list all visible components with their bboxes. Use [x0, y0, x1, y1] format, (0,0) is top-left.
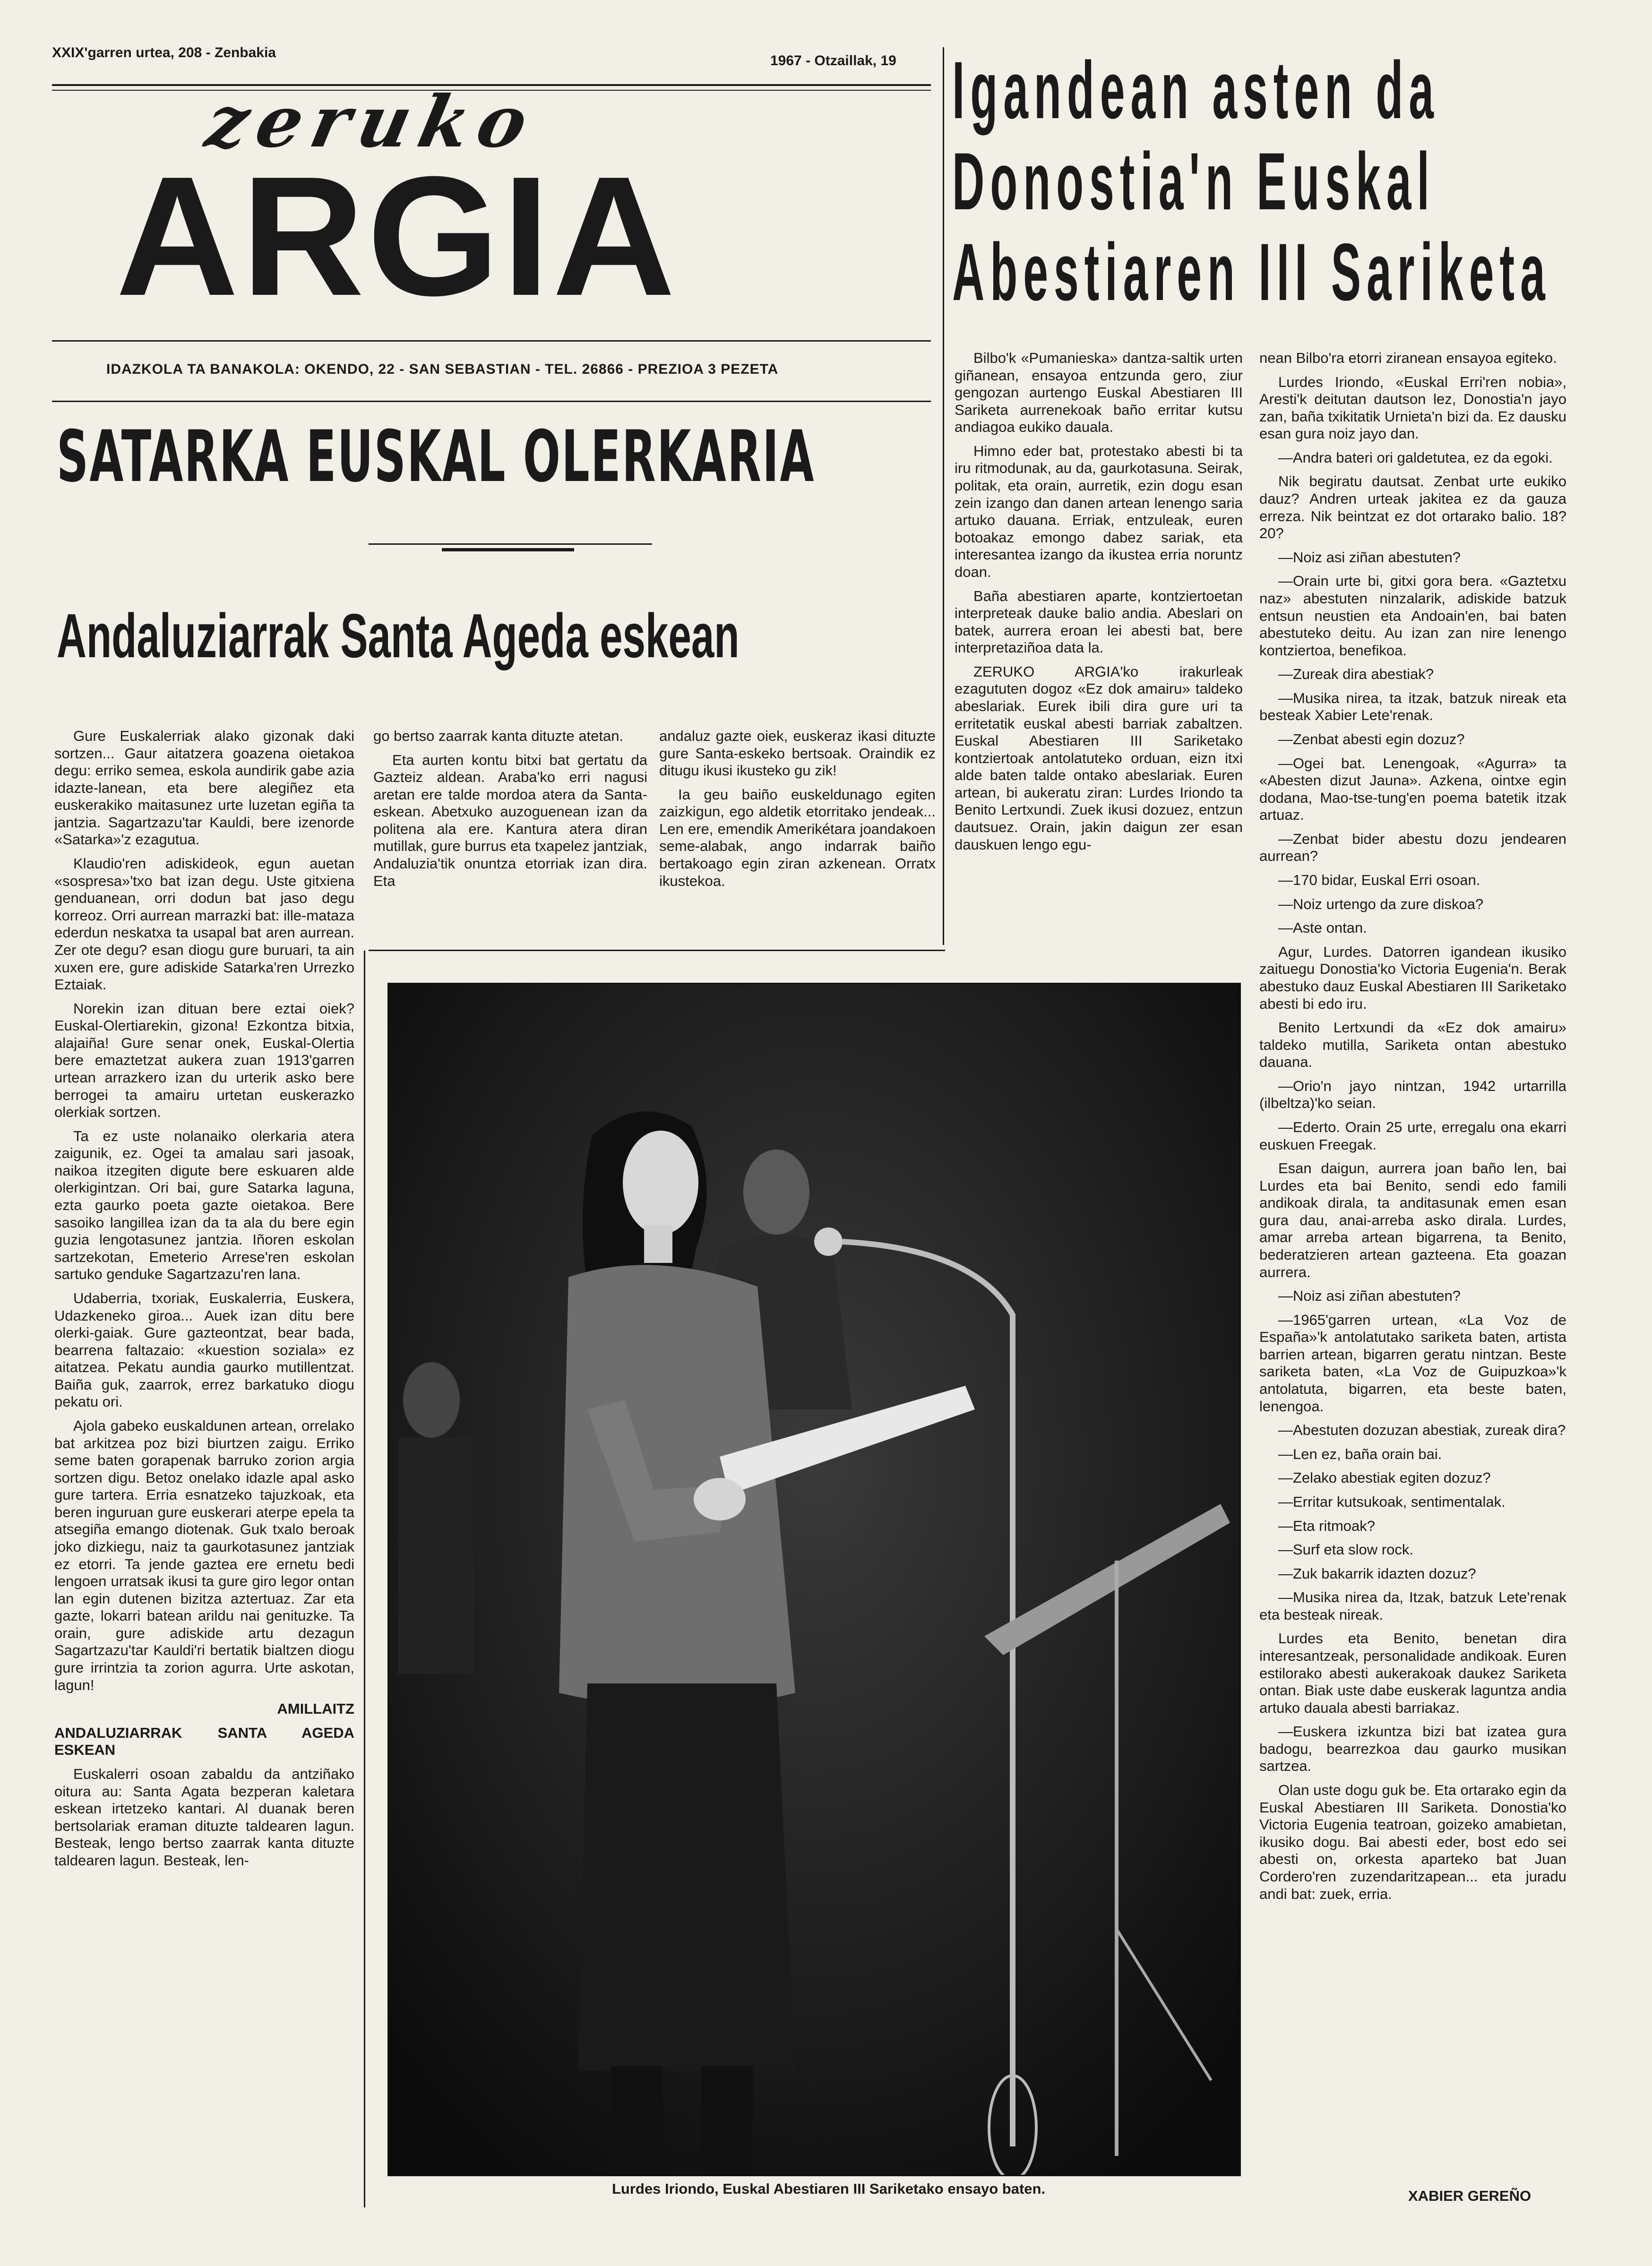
- section-divider-horizontal: [369, 950, 945, 951]
- left-article-col1: [54, 728, 354, 2218]
- paragraph: —Orio'n jayo nintzan, 1942 urtarrilla (ilbeltza)'ko seian.: [1259, 1077, 1566, 1112]
- paragraph: —Musika nirea, ta itzak, batzuk nireak eta besteak Xabier Lete'renak.: [1259, 689, 1566, 724]
- paragraph: Esan daigun, aurrera joan baño len, bai Lurdes eta bai Benito, sendi edo famili andikoak dirala, ta anditasunak emen esan gura dau, anai-arreba asko dirala. Lurdes, amar arreba artean bigarrena, ta Benito, bederatzieren artean gazteena. Eta goazan aurrera.: [1259, 1160, 1566, 1280]
- singer-photo-illustration: [389, 984, 1239, 2175]
- right-article-colB: [1259, 350, 1566, 2188]
- left-article-col2: [373, 728, 647, 936]
- paragraph: —Noiz asi ziñan abestuten?: [1278, 549, 1461, 566]
- paragraph: Euskalerri osoan zabaldu da antziñako oitura au: Santa Agata bezperan kaletara eskean irtetzeko kantari. Al duanak beren bertsolariak eraman dituzte taldearen lagun. Besteak, lengo bertso zaarrak kanta dituzte taldearen lagun. Besteak, len-: [54, 1765, 354, 1869]
- paragraph: —Zenbat bider abestu dozu jendearen aurrean?: [1259, 830, 1566, 865]
- paragraph: —Euskera izkuntza bizi bat izatea gura badogu, bearrezkoa dau gaurko musikan sartzea.: [1259, 1723, 1566, 1775]
- left-article-title: SATARKA EUSKAL OLERKARIA: [57, 416, 815, 498]
- masthead-title: ARGIA: [116, 141, 678, 331]
- left-article-subtitle: Andaluziarrak Santa Ageda eskean: [57, 601, 740, 670]
- paragraph: Norekin izan dituan bere eztai oiek? Euskal-Olertiarekin, gizona! Ezkontza bitxia, alajaiña! Gure senar onek, Euskal-Olertia bere emaztetzat aukera zuan 1913'garren urtean arrazkero izan du urterik asko bere berrogei ta amairu urtetan euskerazko olerkiak sortzen.: [54, 1000, 354, 1121]
- issue-info-right: 1967 - Otzaillak, 19: [770, 53, 896, 69]
- column-divider-photo: [364, 951, 365, 2207]
- paragraph: Ajola gabeko euskaldunen artean, orrelako bat arkitzea poz bizi biurtzen zaigu. Erriko seme baten gorapenak barruko zorion argia sortzen digu. Betoz onelako idazle apal asko gure tartera. Erria esnatzeko tajuzkoak, eta beren inguruan gure euskerari aterpe epela ta atsegiña emango diotenak. Guk txalo beroak joko dizkiegu, naiz ta gaurkotasunez jantziak ez etorri. Ta jende gaztea ere ernetu bedi lengoen urratsak ikusi ta gure giro legor ontan lan egin dutenen bizitza aztertuaz. Zar eta gazte, lokarri batean arildu nai genituzke. Ta orain, gure adiskide artu dezagun Sagartzazu'tar Kauldi'ri bertatik bialtzen diogu gure irrintzia ta zorion agurra. Urte askotan, lagun!: [54, 1417, 354, 1693]
- paragraph: Klaudio'ren adiskideok, egun auetan «sospresa»'txo bat izan degu. Uste gitxiena genduanean, orri dodun bat jaso degu korreoz. Orri aurrean marrazki bat: ille-mataza ederdun neskatxa ta usapal bat aren aurrean. Zer ote degu? esan diogu gure buruari, ta ain xuxen ere, gure adiskide Satarka'ren Urrezko Eztaiak.: [54, 855, 354, 993]
- paragraph: go bertso zaarrak kanta dituzte atetan.: [373, 728, 624, 744]
- right-title-line-2: Donostia'n Euskal: [952, 136, 1435, 227]
- masthead-rule-bottom: [52, 401, 931, 402]
- right-article-signature: XABIER GEREÑO: [1408, 2188, 1532, 2204]
- paragraph: —Surf eta slow rock.: [1278, 1541, 1413, 1558]
- paragraph: —Noiz urtengo da zure diskoa?: [1278, 895, 1484, 912]
- paragraph: Olan uste dogu guk be. Eta ortarako egin da Euskal Abestiaren III Sariketa. Donostia'ko Victoria Eugenia teatroan, goizeko amabietan, ikusiko dogu. Bai abesti eder, bost edo sei abesti on, orkesta aparteko bat Juan Cordero'ren zuzendaritzapean... eta juradu andi bat: zuek, erria.: [1259, 1782, 1566, 1902]
- paragraph: —Zenbat abesti egin dozuz?: [1278, 730, 1465, 747]
- author-signature: AMILLAITZ: [277, 1700, 354, 1717]
- paragraph: —Zuk bakarrik idazten dozuz?: [1278, 1565, 1476, 1582]
- paragraph: Agur, Lurdes. Datorren igandean ikusiko zaituegu Donostia'ko Victoria Eugenia'n. Berak abestuko dauz Euskal Abestiaren III Sariketako abesti bi edo iru.: [1259, 943, 1566, 1012]
- paragraph: —Eta ritmoak?: [1278, 1517, 1376, 1534]
- masthead-rule-top: [52, 340, 931, 342]
- right-title-line-3: Abestiaren III Sariketa: [952, 227, 1551, 318]
- issue-info-left: XXIX'garren urtea, 208 - Zenbakia: [52, 45, 276, 60]
- paragraph: —Andra bateri ori galdetutea, ez da egoki.: [1278, 449, 1553, 466]
- paragraph: Lurdes eta Benito, benetan dira interesantzeak, personalidade andikoak. Euren estilorako abesti aukerakoak daukez Sariketa ontan. Biak uste dabe euskerak laguntza andia artuko dauala abesti barriakaz.: [1259, 1630, 1566, 1716]
- paragraph: —Erritar kutsukoak, sentimentalak.: [1278, 1493, 1506, 1510]
- title-divider-thin: [369, 543, 652, 545]
- paragraph: —170 bidar, Euskal Erri osoan.: [1278, 872, 1480, 889]
- right-article-colA: [955, 350, 1243, 940]
- paragraph: Lurdes Iriondo, «Euskal Erri'ren nobia», Aresti'k deitutan dautson lez, Donostia'n jayo zan, baña txikitatik Urnieta'n bizi da. Ez dausku esan gura noiz jayo dan.: [1259, 373, 1566, 442]
- paragraph: Udaberria, txoriak, Euskalerria, Euskera, Udazkeneko giroa... Auek izan ditu bere olerki-gaiak. Gure gazteontzat, bear bada, bearrena faltazaio: «kuestion soziala» ez aitatzea. Pekatu aundia gaurko mutillentzat. Baiña guk, zaarrok, errez barkatuko diogu pekatu ori.: [54, 1289, 354, 1410]
- title-divider-thick: [442, 548, 574, 551]
- photo-singer: [387, 983, 1241, 2176]
- photo-caption: Lurdes Iriondo, Euskal Abestiaren III Sariketako ensayo baten.: [612, 2180, 1046, 2197]
- paragraph: Gure Euskalerriak alako gizonak daki sortzen... Gaur aitatzera goazena oietakoa degu: erriko semea, eskola aundirik gabe azia idazte-lanean, eta bere alegiñez eta euskerakiko maitasunez urte luzetan egiña ta jantzia. Sagartzazu'tar Kauldi, bere izenorde «Satarka»'z ezagutua.: [54, 728, 354, 848]
- paragraph: —Aste ontan.: [1278, 919, 1367, 936]
- left-article-col3: [659, 728, 936, 936]
- paragraph: nean Bilbo'ra etorri ziranean ensayoa egiteko.: [1259, 350, 1557, 366]
- paragraph: —Orain urte bi, gitxi gora bera. «Gaztetxu naz» abestuten ninzalarik, adiskide batzuk entsun neustien eta Andoain'en, bai baten abestuteko deitu. Au izan zan nire lenengo kontziertoa, benefikoa.: [1259, 573, 1566, 659]
- paragraph: Ia geu baiño euskeldunago egiten zaizkigun, ego aldetik etorritako jendeak... Len ere, emendik Amerikétara joandakoen seme-alabak, ango indarrak baiño bertakoago egin ziran azkenean. Orratx ikustekoa.: [659, 786, 936, 889]
- paragraph: ZERUKO ARGIA'ko irakurleak ezagututen dogoz «Ez dok amairu» taldeko abeslariak. Eurek ibili dira gure uri ta erritetatik euskal abesti barriak zabaltzen. Euskal Abestiaren III Sariketako kontziertoak antolatuteko orduan, eizn itxi alde baten talde ontako abeslariak. Euren artean, bi aukeratu ziran: Lurdes Iriondo ta Benito Lertxundi. Zuek ikusi dozuez, entzun dautsuez. Orain, jakin daigun zer esan dauskuen lengo egu-: [955, 663, 1243, 853]
- paragraph: —Musika nirea da, Itzak, batzuk Lete'renak eta besteak nireak.: [1259, 1589, 1566, 1623]
- masthead-script: zeruko: [199, 80, 544, 163]
- paragraph: Baña abestiaren aparte, kontziertoetan interpreteak dauke balio andia. Abeslari on batek, aurrera eroan lei abesti bat, bere interpretaziñoa data la.: [955, 587, 1243, 656]
- paragraph: Benito Lertxundi da «Ez dok amairu» taldeko mutilla, Sariketa ontan abestuko dauana.: [1259, 1019, 1566, 1071]
- paragraph: Ta ez uste nolanaiko olerkaria atera zaigunik, ez. Ogei ta amalau sari jasoak, naikoa itzegiten digute bere eskuaren alde olerkigintzan. Ori bai, gure Satarka laguna, ezta gaurko poeta gazte oietakoa. Bere sasoiko langillea izan da ta ala du bere egin guzia lengotasunez jantzia. Iñoren eskolan sartzekotan, Emeterio Arrese'ren eskolan sartuko genduke Sagartzazu'ren lana.: [54, 1127, 354, 1283]
- paragraph: —Noiz asi ziñan abestuten?: [1278, 1288, 1461, 1305]
- paragraph: Nik begiratu dautsat. Zenbat urte eukiko dauz? Andren urteak jakitea ez da gauza erreza. Nik beintzat ez dot ortarako balio. 18? 20?: [1259, 473, 1566, 542]
- paragraph: —1965'garren urtean, «La Voz de España»'k antolatutako sariketa baten, artista barrien artean, bigarren geratu nintzan. Beste sariketa baten, «La Voz de Guipuzkoa»'k antolatuta, bigarren, eta beste baten, lenengoa.: [1259, 1311, 1566, 1415]
- column-divider-vertical: [943, 47, 944, 945]
- paragraph: Eta aurten kontu bitxi bat gertatu da Gazteiz aldean. Araba'ko erri nagusi aretan ere talde mordoa atera da Santa-eskean. Abetxuko auzoguenean izan da politena ala ere. Kantura atera diran mutillak, gure burrus eta txapelez jantziak, Andaluzia'tik onuntza etorriak izan dira. Eta: [373, 751, 647, 889]
- publisher-address: IDAZKOLA TA BANAKOLA: OKENDO, 22 - SAN SEBASTIAN - TEL. 26866 - PREZIOA 3 PEZETA: [106, 361, 779, 377]
- paragraph: —Abestuten dozuzan abestiak, zureak dira?: [1278, 1422, 1566, 1439]
- right-title-line-1: Igandean asten da: [952, 45, 1440, 136]
- section-subhead: ANDALUZIARRAK SANTA AGEDA ESKEAN: [54, 1724, 354, 1759]
- paragraph: andaluz gazte oiek, euskeraz ikasi dituzte gure Santa-eskeko bertsoak. Oraindik ez ditugu ikusi ikusteko gu zik!: [659, 728, 936, 779]
- right-article-title: [952, 45, 1551, 318]
- paragraph: Himno eder bat, protestako abesti bi ta iru ritmodunak, au da, gaurkotasuna. Seirak, politak, eta orain, aurretik, ezin dogu esan zein izango dan danen artean lenengo saria artuko dauana. Erriak, entzuleak, euren botoakaz emongo dabez sariak, eta interesantea izango da ikustea erria noruntz doan.: [955, 442, 1243, 580]
- paragraph: —Len ez, baña orain bai.: [1278, 1445, 1442, 1462]
- paragraph: Bilbo'k «Pumanieska» dantza-saltik urten giñanean, ensayoa entzunda gero, ziur gengozan aurtengo Euskal Abestiaren III Sariketa aurrenekoak baño erritar kutsu andiagoa eukiko dauala.: [955, 350, 1243, 436]
- paragraph: —Zelako abestiak egiten dozuz?: [1278, 1469, 1491, 1486]
- paragraph: —Ederto. Orain 25 urte, erregalu ona ekarri euskuen Freegak.: [1259, 1118, 1566, 1153]
- paragraph: —Zureak dira abestiak?: [1278, 666, 1434, 683]
- paragraph: —Ogei bat. Lenengoak, «Agurra» ta «Abesten dizut Jauna». Azkena, ointxe egin dodana, Mao-tse-tung'en poema batetik itzak artuaz.: [1259, 755, 1566, 824]
